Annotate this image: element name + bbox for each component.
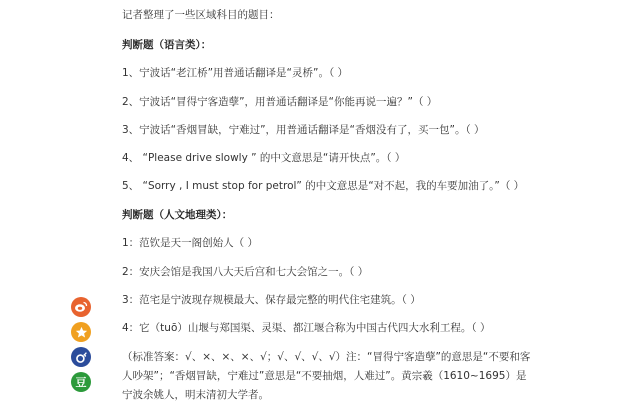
question-language-4: 4、 “Please drive slowly ” 的中文意思是“请开快点”。（ ） [122,152,406,164]
star-share-button[interactable] [71,322,91,342]
answer-line-1: （标准答案：√、×、×、×、√；√、√、√、√）注：“冒得宁客造孽”的意思是“不要和客 [122,351,531,363]
question-geography-2: 2：安庆会馆是我国八大天后宫和七大会馆之一。（ ） [122,266,369,278]
question-language-2: 2、宁波话“冒得宁客造孽”，用普通话翻译是“你能再说一遍？”（ ） [122,96,438,108]
douban-icon: 豆 [75,376,87,389]
question-geography-3: 3：范宅是宁波现存规模最大、保存最完整的明代住宅建筑。（ ） [122,294,421,306]
douban-share-button[interactable] [71,372,91,392]
intro-text: 记者整理了一些区域科目的题目： [122,9,280,21]
question-geography-1: 1：范钦是天一阁创始人（ ） [122,237,259,249]
answer-line-3: 宁波余姚人，明末清初大学者。 [122,389,269,401]
weibo-icon [74,301,88,313]
answer-line-2: 人吵架”；“香烟冒缺，宁难过”意思是“不要抽烟，人难过”。黄宗羲（1610~1695）是 [122,370,527,382]
question-language-5: 5、 “Sorry , I must stop for petrol” 的中文意思是“对不起，我的车要加油了。”（ ） [122,180,525,192]
question-geography-4: 4：它（tuō）山堰与郑国渠、灵渠、都江堰合称为中国古代四大水利工程。（ ） [122,322,491,334]
question-language-1: 1、宁波话“老江桥”用普通话翻译是“灵桥”。（ ） [122,67,349,79]
weibo-share-button[interactable] [71,297,91,317]
section-title-language: 判断题（语言类）： [122,39,212,51]
qzone-icon [75,351,88,364]
qzone-share-button[interactable] [71,347,91,367]
star-icon [75,326,88,339]
question-language-3: 3、宁波话“香烟冒缺，宁难过”，用普通话翻译是“香烟没有了，买一包”。（ ） [122,124,485,136]
section-title-geography: 判断题（人文地理类）： [122,209,233,221]
